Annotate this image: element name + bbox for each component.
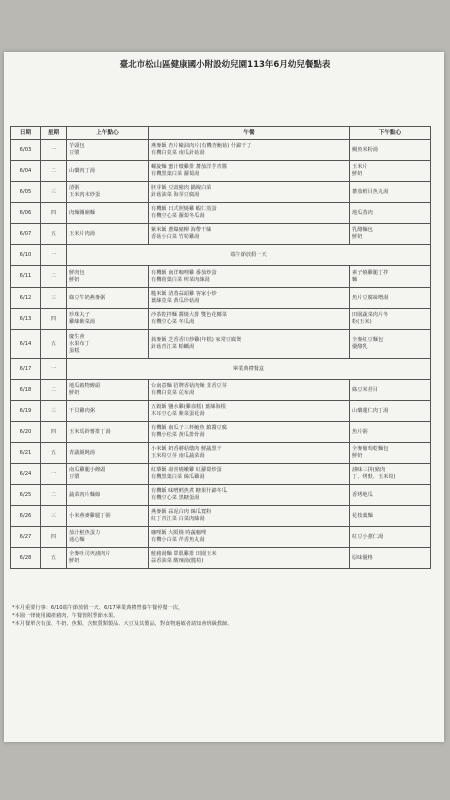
cell-line: 鮮奶 <box>69 276 80 283</box>
cell-line: 珍珠丸子 <box>69 312 90 318</box>
cell-line: 小米燕麥雞腿丁粥 <box>69 512 111 519</box>
cell-line: 水果布丁 <box>69 340 90 347</box>
cell-lunch <box>149 309 350 330</box>
cell-line: 清粥 <box>69 185 80 191</box>
cell-line: 雞絲紫菜湯 <box>69 319 95 325</box>
cell-line: 豆漿 <box>69 150 80 156</box>
cell-date: 6/11 <box>11 266 41 288</box>
menu-row <box>11 266 431 288</box>
cell-line: 紫米飯 蔥爆豬柳 海帶干絲 <box>151 227 212 233</box>
cell-line: 薑絲莧菜 黃瓜珍菇湯 <box>151 298 200 304</box>
cell-line: 豆漿 <box>69 474 80 480</box>
cell-line: 鮮奶 <box>69 390 80 396</box>
cell-afternoon-snack <box>350 506 431 527</box>
cell-day: 四 <box>41 203 67 224</box>
cell-lunch <box>149 422 350 443</box>
cell-morning-snack <box>67 140 149 161</box>
cell-day: 五 <box>41 443 67 464</box>
cell-line: 有機黑葉白菜 蘿蔔湯 <box>151 171 200 177</box>
cell-line: 木耳空心菜 紫菜蛋花湯 <box>151 411 205 417</box>
cell-morning-snack <box>67 309 149 330</box>
cell-date: 6/12 <box>11 288 41 309</box>
cell-day: 一 <box>41 245 67 266</box>
cell-line: 有機飯 日式照燒雞 蝦仁蒸蛋 <box>151 206 217 212</box>
cell-line: 粉(玉米) <box>352 319 372 325</box>
menu-row <box>11 401 431 422</box>
cell-afternoon-snack <box>350 309 431 330</box>
cell-morning-snack <box>67 548 149 569</box>
cell-date: 6/27 <box>11 527 41 548</box>
cell-date: 6/03 <box>11 140 41 161</box>
cell-date: 6/17 <box>11 359 41 380</box>
cell-line: 有機白莧菜 芘布湯 <box>151 390 195 396</box>
cell-lunch <box>149 401 350 422</box>
cell-line: 香烤地瓜 <box>352 491 373 498</box>
cell-afternoon-snack <box>350 485 431 506</box>
cell-date: 6/07 <box>11 224 41 245</box>
cell-day: 二 <box>41 266 67 288</box>
cell-line: 全麥葡萄乾麵包 <box>352 446 389 452</box>
menu-row <box>11 330 431 359</box>
cell-line: 有機空心菜 冬瓜湯 <box>151 319 195 325</box>
cell-line: 台南意麵 招牌香菇肉燥 韭香豆芽 <box>151 383 227 389</box>
cell-date: 6/20 <box>11 422 41 443</box>
cell-lunch <box>149 182 350 203</box>
menu-row <box>11 506 431 527</box>
cell-line: 花枝羹麵 <box>352 512 373 519</box>
cell-day: 二 <box>41 485 67 506</box>
cell-line: 有機小白菜 芹香魚丸湯 <box>151 537 205 543</box>
cell-lunch <box>149 527 350 548</box>
cell-line: 有機荷葉白菜 榨菜肉絲湯 <box>151 276 210 283</box>
cell-morning-snack <box>67 527 149 548</box>
cell-date: 6/06 <box>11 203 41 224</box>
cell-day: 五 <box>41 330 67 359</box>
cell-lunch <box>149 548 350 569</box>
cell-day: 一 <box>41 464 67 485</box>
cell-line: 紅丁青江菜 白菜肉絲湯 <box>151 516 205 522</box>
cell-afternoon-snack <box>350 203 431 224</box>
cell-date: 6/05 <box>11 182 41 203</box>
cell-day: 二 <box>41 161 67 182</box>
cell-day: 四 <box>41 527 67 548</box>
cell-lunch <box>149 380 350 401</box>
cell-morning-snack <box>67 224 149 245</box>
menu-row <box>11 288 431 309</box>
cell-line: 鮮奶 <box>352 234 363 240</box>
cell-afternoon-snack <box>350 380 431 401</box>
cell-line: 全麥吐司夾滷肉片 <box>69 551 111 557</box>
cell-line: 沙茶乾拌麵 醬燒大排 雙色花椰菜 <box>151 312 227 318</box>
cell-afternoon-snack <box>350 182 431 203</box>
cell-line: 鮭豬湯麵 眾肌雞排 田園玉米 <box>151 551 217 557</box>
cell-date: 6/18 <box>11 380 41 401</box>
cell-holiday: 畢業典禮餐盒 <box>67 359 431 380</box>
cell-date: 6/19 <box>11 401 41 422</box>
cell-lunch <box>149 224 350 245</box>
cell-line: 紅豆小薏仁湯 <box>352 533 384 540</box>
note-line: *本園一律使用國產豬肉，午餐皆附季節水果。 <box>12 613 119 619</box>
cell-date: 6/25 <box>11 485 41 506</box>
cell-date: 6/10 <box>11 245 41 266</box>
cell-line: 綠豆米苔目 <box>352 386 378 393</box>
cell-morning-snack <box>67 401 149 422</box>
cell-line: 素子燒雞腿丁拌 <box>352 269 389 276</box>
cell-line: 有機白莧菜 南瓜針菇湯 <box>151 150 205 156</box>
cell-line: 有機飯 南洋咖哩雞 番茄炒蛋 <box>151 269 217 276</box>
cell-line: 丁、烤麩、玉米筍) <box>352 474 396 480</box>
cell-line: 小米飯 奶香蘑菇燉肉 鮮蔬黑干 <box>151 446 222 452</box>
cell-lunch <box>149 161 350 182</box>
cell-line: 乳酪麵包 <box>352 227 373 233</box>
cell-line: 玉米筍豆芽 南瓜蔬菜湯 <box>151 453 205 459</box>
cell-afternoon-snack <box>350 161 431 182</box>
cell-day: 三 <box>41 182 67 203</box>
header-afternoon-snack: 下午點心 <box>350 127 431 140</box>
cell-lunch <box>149 464 350 485</box>
menu-notes <box>12 604 432 628</box>
cell-line: 五穀飯 鹽水雞(雞血糕) 薑絲海根 <box>151 404 226 410</box>
cell-line: 玉米肉末炒蛋 <box>69 192 101 198</box>
cell-afternoon-snack <box>350 548 431 569</box>
cell-morning-snack <box>67 380 149 401</box>
cell-line: 青蔬餛飩湯 <box>69 449 95 456</box>
cell-line: 魚片豆腐味噌湯 <box>352 294 389 301</box>
cell-morning-snack <box>67 464 149 485</box>
cell-line: 麵 <box>352 276 358 283</box>
cell-line: 山藥肉丁湯 <box>69 167 95 174</box>
cell-line: 蕎麥飯 芝香香川炒雞(年糕) 家常豆腐煲 <box>151 337 242 343</box>
cell-morning-snack <box>67 506 149 527</box>
cell-line: 有機小松菜 黃瓜排骨湯 <box>151 432 205 438</box>
cell-date: 6/04 <box>11 161 41 182</box>
cell-line: 針菇油菜 海芽豆腐湯 <box>151 192 200 198</box>
cell-lunch <box>149 330 350 359</box>
cell-afternoon-snack <box>350 330 431 359</box>
cell-date: 6/26 <box>11 506 41 527</box>
cell-date: 6/14 <box>11 330 41 359</box>
cell-afternoon-snack <box>350 443 431 464</box>
cell-morning-snack <box>67 161 149 182</box>
header-date: 日期 <box>11 127 41 140</box>
cell-day: 一 <box>41 359 67 380</box>
cell-morning-snack <box>67 330 149 359</box>
cell-afternoon-snack <box>350 422 431 443</box>
cell-afternoon-snack <box>350 140 431 161</box>
cell-line: 滷味三拼(豬肉 <box>352 467 386 473</box>
cell-line: 燕麥飯 杏片蠔油肉片(有機杏鮑菇) 什錦干丁 <box>151 143 252 149</box>
menu-row <box>11 224 431 245</box>
cell-day: 一 <box>41 140 67 161</box>
cell-afternoon-snack <box>350 464 431 485</box>
cell-line: 蒜香油菜 酸辣湯(脆筍) <box>151 558 204 564</box>
cell-lunch <box>149 288 350 309</box>
cell-line: 鮮奶 <box>352 171 363 177</box>
cell-date: 6/24 <box>11 464 41 485</box>
cell-holiday: 端午節放假一天 <box>67 245 431 266</box>
cell-date: 6/13 <box>11 309 41 330</box>
cell-line: 鮮肉包 <box>69 269 85 276</box>
cell-line: 蔬菜肉片麵線 <box>69 491 101 498</box>
menu-row <box>11 182 431 203</box>
cell-day: 二 <box>41 380 67 401</box>
cell-line: 有機黑葉白菜 絲瓜雞湯 <box>151 474 205 480</box>
cell-line: 魚片粥 <box>352 428 368 435</box>
cell-line: 有機空心菜 蘿蔔冬瓜湯 <box>151 213 205 219</box>
cell-day: 三 <box>41 401 67 422</box>
cell-afternoon-snack <box>350 527 431 548</box>
header-day: 星期 <box>41 127 67 140</box>
cell-line: 地瓜蒸肉 <box>352 209 373 216</box>
cell-line: 有機飯 南瓜子三杯鮑魚 鎮醬豆腐 <box>151 425 227 431</box>
cell-line: 地瓜穀物饅頭 <box>69 383 101 389</box>
menu-row <box>11 422 431 443</box>
cell-line: 有機空心菜 黑糖蛋湯 <box>151 495 200 501</box>
cell-morning-snack <box>67 485 149 506</box>
cell-day: 五 <box>41 224 67 245</box>
menu-row <box>11 527 431 548</box>
cell-lunch <box>149 266 350 288</box>
menu-row <box>11 203 431 224</box>
cell-afternoon-snack <box>350 266 431 288</box>
cell-line: 通心麵 <box>69 537 85 543</box>
cell-line: 玉米馬鈴薯排丁湯 <box>69 428 111 435</box>
cell-lunch <box>149 203 350 224</box>
cell-line: 咖哩飯 大阪燒 時蔬咖哩 <box>151 530 207 536</box>
cell-day: 五 <box>41 548 67 569</box>
cell-line: 蕃茄鱈目魚丸湯 <box>352 188 389 195</box>
note-line: *本月重要行事：6/10端午節放假一天、6/17畢業典禮營養午餐停餐一次。 <box>12 605 184 611</box>
cell-day: 三 <box>41 288 67 309</box>
cell-line: 鯛魚米粉湯 <box>352 146 378 153</box>
cell-line: 玉米片肉湯 <box>69 230 95 237</box>
cell-line: 原味優格 <box>352 554 373 561</box>
cell-line: 螺旋麵 蜜汁燉雞排 蕃茄洋芋青醬 <box>151 164 227 170</box>
menu-row <box>11 443 431 464</box>
header-row <box>11 127 431 140</box>
header-morning-snack: 上午點心 <box>67 127 149 140</box>
cell-morning-snack <box>67 288 149 309</box>
cell-day: 四 <box>41 309 67 330</box>
cell-line: 燕麥飯 蒜泥白肉 絲瓜寬粉 <box>151 509 212 515</box>
cell-morning-snack <box>67 422 149 443</box>
cell-line: 山藥蓮仁肉丁湯 <box>352 407 389 414</box>
header-lunch: 午餐 <box>149 127 350 140</box>
menu-row <box>11 485 431 506</box>
cell-line: 優酪乳 <box>352 344 368 350</box>
cell-date: 6/21 <box>11 443 41 464</box>
note-line: *本月餐單含有蛋、牛奶、魚類、含麩質類製品、大豆及其製品，對食物過敏者請知會班級教師。 <box>12 621 233 627</box>
cell-line: 慶生會 <box>69 333 85 340</box>
cell-lunch <box>149 443 350 464</box>
menu-row <box>11 309 431 330</box>
cell-line: 茄汁鮭魚蛋力 <box>69 530 101 536</box>
menu-row <box>11 548 431 569</box>
cell-date: 6/28 <box>11 548 41 569</box>
menu-row <box>11 140 431 161</box>
menu-row <box>11 464 431 485</box>
cell-line: 紅藜飯 壽喜燒嫩雞 紅蘿蔔炒蛋 <box>151 467 222 473</box>
cell-afternoon-snack <box>350 288 431 309</box>
menu-row <box>11 245 431 266</box>
menu-row <box>11 359 431 380</box>
cell-lunch <box>149 506 350 527</box>
cell-line: 南瓜雞腿小饅頭 <box>69 467 106 473</box>
menu-table <box>10 126 431 569</box>
cell-line: 胚芽飯 豆豉豬肉 鍋塊白菜 <box>151 185 212 191</box>
cell-line: 有機飯 味噌鱈魚煮 糖果什錦冬瓜 <box>151 488 227 494</box>
cell-lunch <box>149 485 350 506</box>
menu-row <box>11 380 431 401</box>
cell-line: 玉米片 <box>352 164 368 170</box>
cell-afternoon-snack <box>350 401 431 422</box>
cell-morning-snack <box>67 443 149 464</box>
cell-line: 糙米飯 清蒸蒜頭雞 客家小炒 <box>151 291 217 297</box>
menu-title: 臺北市松山區健康國小附設幼兒園113年6月幼兒餐點表 <box>119 60 331 70</box>
cell-line: 鮮奶 <box>69 558 80 564</box>
cell-line: 香菇小白菜 竹筍雞湯 <box>151 234 200 240</box>
cell-day: 三 <box>41 506 67 527</box>
cell-line: 田園蔬菜肉片冬 <box>352 312 389 318</box>
cell-day: 四 <box>41 422 67 443</box>
menu-row <box>11 161 431 182</box>
cell-afternoon-snack <box>350 224 431 245</box>
cell-line: 針菇青江菜 蛤蠣湯 <box>151 344 195 350</box>
cell-morning-snack <box>67 182 149 203</box>
cell-lunch <box>149 140 350 161</box>
cell-line: 蛋糕 <box>69 347 80 354</box>
cell-line: 肉燥關廟麵 <box>69 209 95 216</box>
cell-morning-snack <box>67 203 149 224</box>
cell-line: 鮮奶 <box>352 453 363 459</box>
cell-line: 芋頭包 <box>69 143 85 149</box>
cell-line: 干貝雞肉粥 <box>69 407 95 414</box>
cell-line: 全麥紅豆麵包 <box>352 337 384 343</box>
cell-line: 綠豆牛奶燕麥粥 <box>69 294 106 301</box>
cell-morning-snack <box>67 266 149 288</box>
